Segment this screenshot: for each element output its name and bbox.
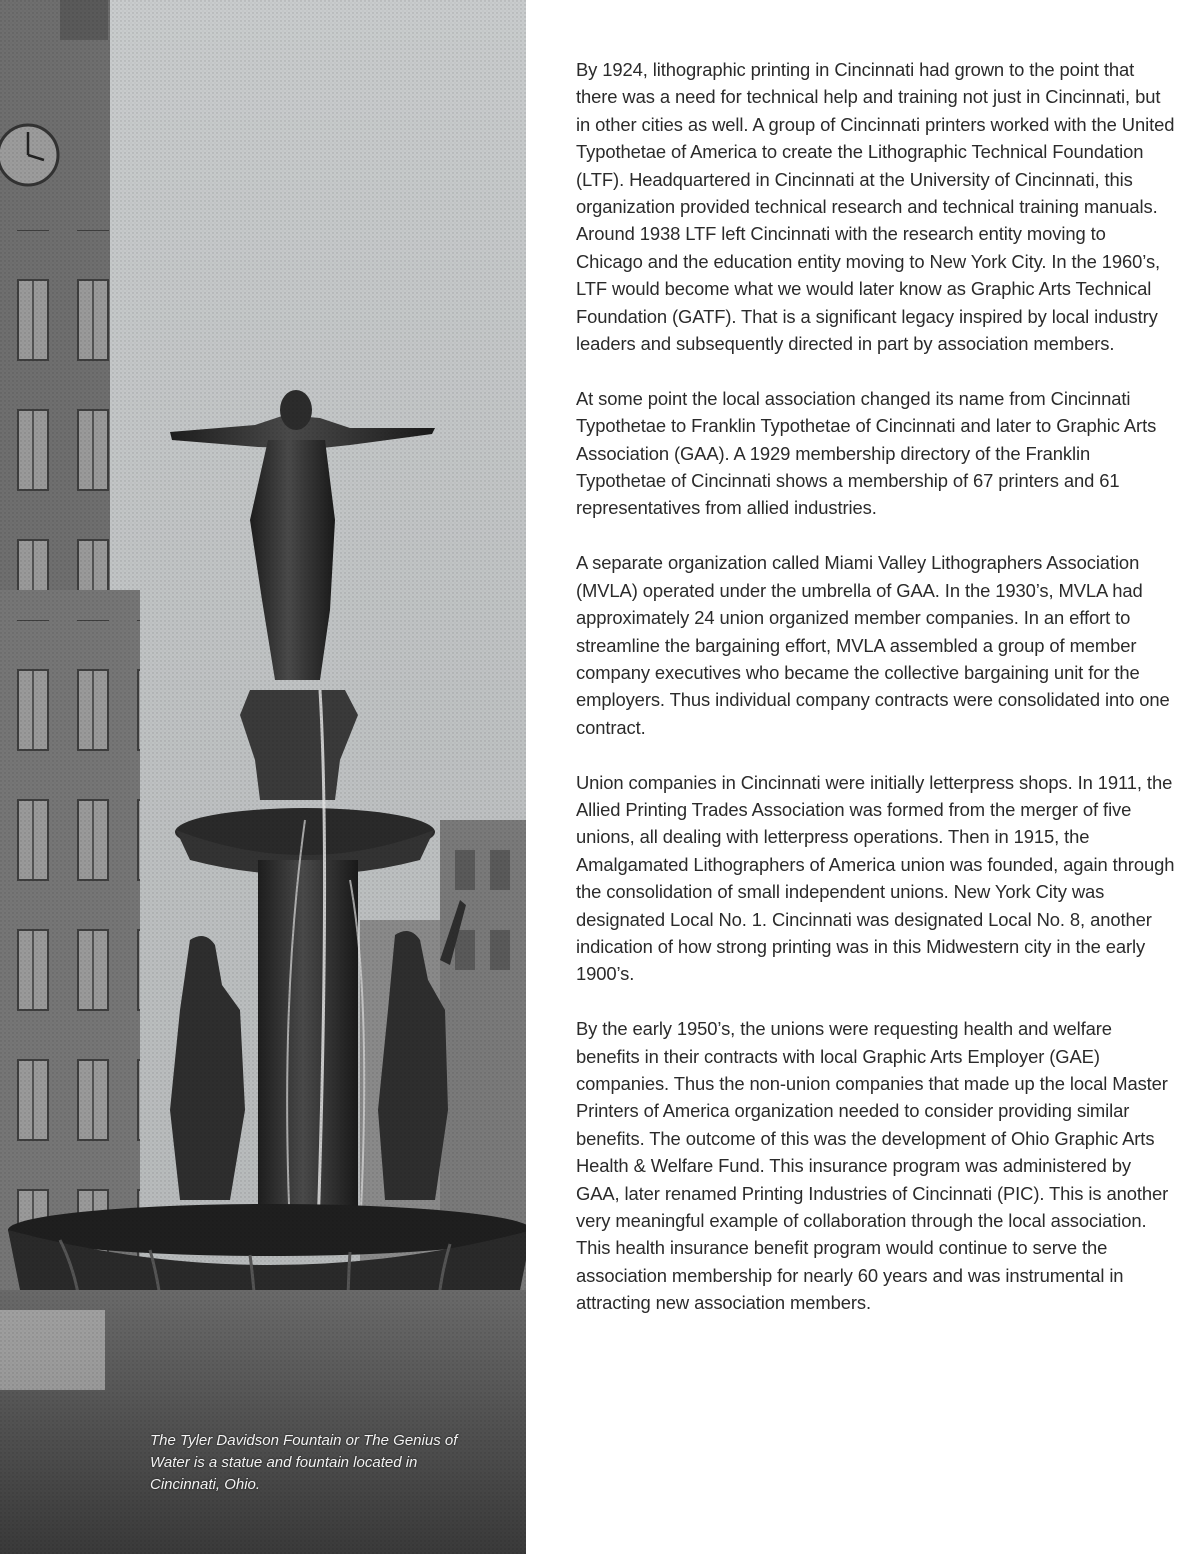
photo-caption: The Tyler Davidson Fountain or The Genius of Water is a statue and fountain located in Cincinnati, Ohio. bbox=[150, 1432, 458, 1493]
fountain-illustration bbox=[0, 0, 526, 1554]
fountain-photo bbox=[0, 0, 526, 1554]
paragraph-mvla: A separate organization called Miami Valley Lithographers Association (MVLA) operated under the umbrella of GAA. In the 1930’s, MVLA had approximately 24 union organized member companies. In an effort to streamline the bargaining effort, MVLA assembled a group of member company executives who became the collective bargaining unit for the employers. Thus individual company contracts were consolidated into one contract. bbox=[576, 552, 1170, 738]
paragraph-ltf-history: By 1924, lithographic printing in Cincinnati had grown to the point that there was a need for technical help and training not just in Cincinnati, but in other cities as well. A group of Cincinnati printers worked with the United Typothetae of America to create the Lithographic Technical Foundation (LTF). Headquartered in Cincinnati at the University of Cincinnati, this organization provided technical research and technical training manuals. Around 1938 LTF left Cincinnati with the research entity moving to Chicago and the education entity moving to New York City. In the 1960’s, LTF would become what we would later know as Graphic Arts Technical Foundation (GATF). That is a significant legacy inspired by local industry leaders and subsequently directed in part by association members. bbox=[576, 59, 1175, 355]
paragraph-association-name: At some point the local association changed its name from Cincinnati Typothetae to Franklin Typothetae of Cincinnati and later to Graphic Arts Association (GAA). A 1929 membership directory of the Franklin Typothetae of Cincinnati shows a membership of 67 printers and 61 representatives from allied industries. bbox=[576, 387, 1157, 519]
paragraph-unions: Union companies in Cincinnati were initially letterpress shops. In 1911, the Allied Printing Trades Association was formed from the merger of five unions, all dealing with letterpress operations. Then in 1915, the Amalgamated Lithographers of America union was founded, again through the consolidation of small independent unions. New York City was designated Local No. 1. Cincinnati was designated Local No. 8, another indication of how strong printing was in this Midwestern city in the early 1900’s. bbox=[576, 771, 1175, 985]
article-body bbox=[576, 56, 1176, 1344]
paragraph-health-welfare: By the early 1950’s, the unions were requesting health and welfare benefits in their contracts with local Graphic Arts Employer (GAE) companies. Thus the non-union companies that made up the local Master Printers of America organization needed to consider providing similar benefits. The outcome of this was the development of Ohio Graphic Arts Health & Welfare Fund. This insurance program was administered by GAA, later renamed Printing Industries of Cincinnati (PIC). This is another very meaningful example of collaboration through the local association. This health insurance benefit program would continue to serve the association membership for nearly 60 years and was instrumental in attracting new association members. bbox=[576, 1018, 1169, 1314]
